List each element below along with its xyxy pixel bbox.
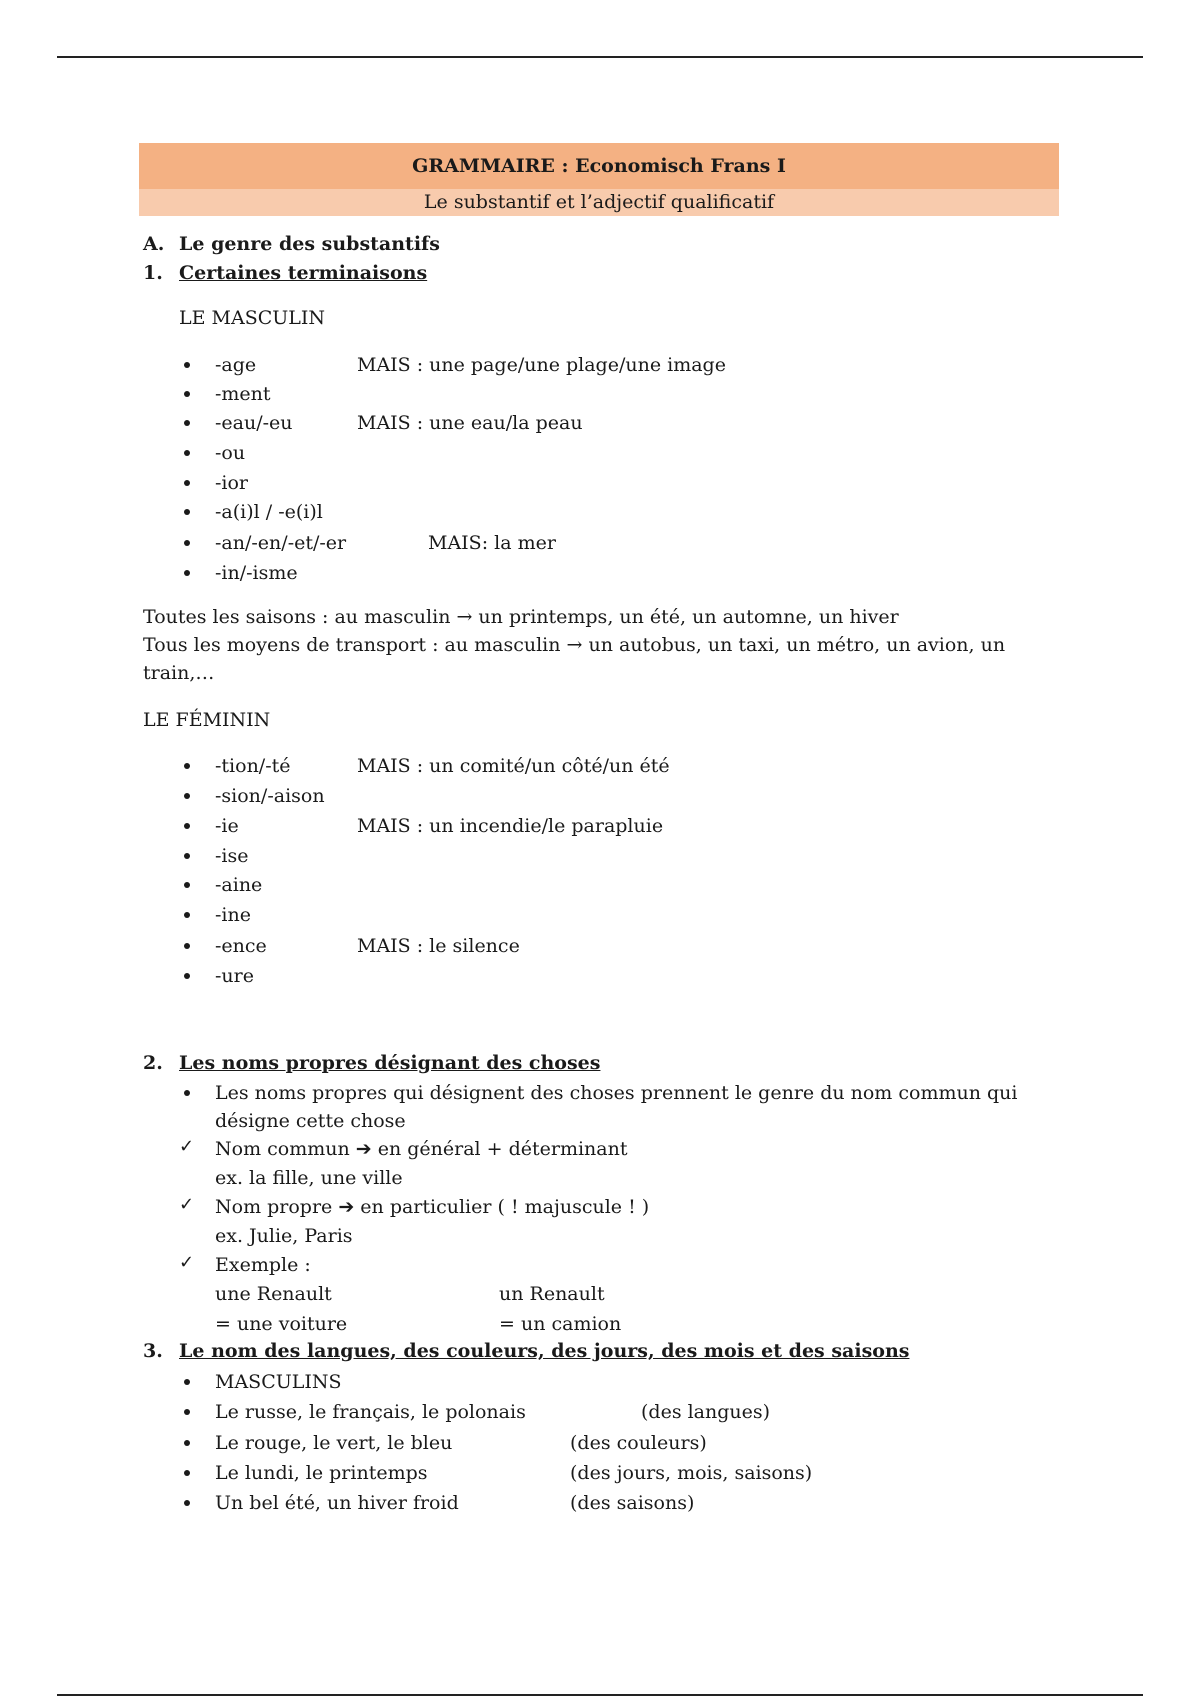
list-item-note: MAIS: la mer — [428, 532, 556, 554]
list-item-note: MAIS : le silence — [357, 935, 520, 957]
transport-paragraph-cont: train,… — [143, 662, 215, 684]
example-right: un Renault — [499, 1283, 605, 1305]
list-item: -ment — [215, 383, 271, 405]
bullet-icon — [184, 420, 190, 426]
bullet-icon — [184, 823, 190, 829]
check-item-example: ex. Julie, Paris — [215, 1225, 353, 1247]
list-item-note: (des langues) — [641, 1401, 771, 1423]
example-left: = une voiture — [215, 1313, 348, 1335]
example-right: = un camion — [499, 1313, 622, 1335]
list-item: -a(i)l / -e(i)l — [215, 501, 323, 523]
bullet-icon — [184, 540, 190, 546]
list-item-note: MAIS : un incendie/le parapluie — [357, 815, 664, 837]
check-item: Nom commun ➔ en général + déterminant — [215, 1138, 628, 1160]
bullet-icon — [184, 570, 190, 576]
list-item-note: (des saisons) — [570, 1492, 695, 1514]
list-item-note: MAIS : un comité/un côté/un été — [357, 755, 670, 777]
list-item: -an/-en/-et/-er — [215, 532, 347, 554]
list-item: -eau/-eu — [215, 412, 293, 434]
bullet-icon — [184, 793, 190, 799]
bottom-rule — [57, 1694, 1143, 1696]
checkmark-icon: ✓ — [179, 1136, 195, 1157]
list-item-note: MAIS : une eau/la peau — [357, 412, 583, 434]
list-item: -tion/-té — [215, 755, 291, 777]
top-rule — [57, 56, 1143, 58]
list-item: Un bel été, un hiver froid — [215, 1492, 459, 1514]
bullet-icon — [184, 362, 190, 368]
seasons-paragraph: Toutes les saisons : au masculin → un printemps, un été, un automne, un hiver — [143, 606, 899, 628]
section-1-number: 1. — [143, 262, 163, 284]
list-item: -sion/-aison — [215, 785, 325, 807]
list-item: Le lundi, le printemps — [215, 1462, 428, 1484]
list-item: -ou — [215, 442, 246, 464]
check-item: Exemple : — [215, 1254, 311, 1276]
list-item-note: MAIS : une page/une plage/une image — [357, 354, 726, 376]
bullet-icon — [184, 480, 190, 486]
check-item: Nom propre ➔ en particulier ( ! majuscule ! ) — [215, 1196, 650, 1218]
bullet-icon — [184, 391, 190, 397]
list-item: Le rouge, le vert, le bleu — [215, 1432, 453, 1454]
bullet-icon — [184, 882, 190, 888]
section-1-title: Certaines terminaisons — [179, 262, 428, 284]
list-item: -ie — [215, 815, 239, 837]
feminin-heading: LE FÉMININ — [143, 709, 271, 731]
list-item: -ine — [215, 904, 251, 926]
checkmark-icon: ✓ — [179, 1252, 195, 1273]
bullet-icon — [184, 1500, 190, 1506]
transport-paragraph: Tous les moyens de transport : au masculin → un autobus, un taxi, un métro, un avion, un — [143, 634, 1006, 656]
list-item: -ence — [215, 935, 267, 957]
bullet-icon — [184, 509, 190, 515]
section-3-title: Le nom des langues, des couleurs, des jours, des mois et des saisons — [179, 1340, 910, 1362]
list-item: -ise — [215, 845, 249, 867]
example-left: une Renault — [215, 1283, 332, 1305]
bullet-icon — [184, 912, 190, 918]
list-item: MASCULINS — [215, 1371, 342, 1393]
bullet-icon — [184, 1440, 190, 1446]
list-item: -ior — [215, 472, 249, 494]
check-item-example: ex. la fille, une ville — [215, 1167, 403, 1189]
bullet-icon — [184, 1470, 190, 1476]
list-item-note: (des jours, mois, saisons) — [570, 1462, 813, 1484]
list-item: -age — [215, 354, 257, 376]
document-subtitle: Le substantif et l’adjectif qualificatif — [139, 189, 1059, 216]
masculin-heading: LE MASCULIN — [179, 307, 326, 329]
section-a-title: Le genre des substantifs — [179, 233, 440, 255]
proper-noun-rule-cont: désigne cette chose — [215, 1110, 406, 1132]
list-item: -aine — [215, 874, 263, 896]
list-item: -ure — [215, 965, 254, 987]
checkmark-icon: ✓ — [179, 1194, 195, 1215]
bullet-icon — [184, 763, 190, 769]
bullet-icon — [184, 1409, 190, 1415]
bullet-icon — [184, 1090, 190, 1096]
section-2-number: 2. — [143, 1052, 163, 1074]
document-title: GRAMMAIRE : Economisch Frans I — [139, 143, 1059, 189]
bullet-icon — [184, 1379, 190, 1385]
list-item: Le russe, le français, le polonais — [215, 1401, 526, 1423]
bullet-icon — [184, 973, 190, 979]
bullet-icon — [184, 853, 190, 859]
bullet-icon — [184, 450, 190, 456]
section-2-title: Les noms propres désignant des choses — [179, 1052, 601, 1074]
proper-noun-rule: Les noms propres qui désignent des choses prennent le genre du nom commun qui — [215, 1082, 1018, 1104]
bullet-icon — [184, 943, 190, 949]
list-item-note: (des couleurs) — [570, 1432, 707, 1454]
list-item: -in/-isme — [215, 562, 298, 584]
section-3-number: 3. — [143, 1340, 163, 1362]
section-a-marker: A. — [143, 233, 165, 255]
